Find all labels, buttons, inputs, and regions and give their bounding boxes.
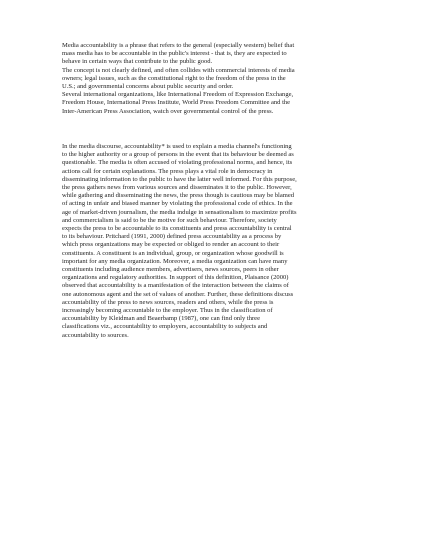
body-text-line: accountability of the press to news sources, readers and others, while the press is [62,298,274,306]
body-text-line: accountability by Kleidman and Beaerbamp (1987), one can find only three [62,315,260,323]
intro-text-line: The concept is not clearly defined, and often collides with commercial interests of media [62,66,295,74]
intro-text-line: Media accountability is a phrase that refers to the general (especially western) belief that [62,42,295,49]
body-text-line: expects the press to be accountable to its constituents and press accountability is central [62,225,292,233]
body-text-line: and commercialism is said to be the motive for such behaviour. Therefore, society [62,216,277,224]
body-text-line: increasingly becoming accountable to the employer. Thus in the classification of [62,307,273,315]
intro-text-line: U.S.; and governmental concerns about public security and order. [62,83,234,91]
body-text-line: accountability to sources. [62,331,129,339]
body-text-line: which press organizations may be expected or obliged to render an account to their [62,241,280,249]
body-text-line: actions call for certain explanations. The press plays a vital role in democracy in [62,167,273,175]
intro-text-line: owners; legal issues, such as the constitutional right to the freedom of the press in the [62,74,286,82]
intro-text-line: Several international organizations, like International Freedom of Expression Exchange, [62,91,294,99]
body-text-line: organizations and regulatory authorities. In support of this definition, Plaisance (2000) [62,274,289,282]
body-text-line: constituents. A constituent is an individual, group, or organization whose goodwill is [62,249,284,257]
intro-text-line: behave in certain ways that contribute to the public good. [62,58,213,66]
body-text-line: to its behaviour. Pritchard (1991, 2000) defined press accountability as a process by [62,233,282,241]
body-text-line: one autonomous agent and the set of values of another. Further, these definitions discuss [62,290,294,298]
body-text-line: constituents including audience members, advertisers, news sources, peers in other [62,266,279,274]
body-text-line: to the higher authority or a group of persons in the event that its behaviour be deemed as [62,151,294,159]
body-text-line: disseminating information to the public to have the latter well informed. For this purpose, [62,175,297,183]
body-text-line: of acting in unfair and biased manner by violating the professional code of ethics. In the [62,200,293,208]
body-text-line: important for any media organization. Moreover, a media organization can have many [62,257,288,265]
intro-text-line: Freedom House, International Press Institute, World Press Freedom Committee and the [62,99,291,107]
intro-text-line: mass media has to be accountable in the public's interest - that is, they are expected to [62,50,287,58]
body-text-line: questionable. The media is often accused of violating professional norms, and hence, its [62,159,293,167]
intro-text-line: Inter-American Press Association, watch over governmental control of the press. [62,107,274,115]
intro-paragraphs [62,42,382,116]
body-text-line: classifications viz., accountability to employers, accountability to subjects and [62,323,268,331]
body-text-line: while gathering and disseminating the news, the press though is cautious may be blamed [62,192,295,200]
body-text-line: observed that accountability is a manifestation of the interaction between the claims of [62,282,289,290]
body-text-line: age of market-driven journalism, the media indulge in sensationalism to maximize profits [62,208,297,216]
body-text-line: the press gathers news from various sources and disseminates it to the public. However, [62,184,292,192]
body-text-line: In the media discourse, accountability* is used to explain a media channel's functioning [62,143,292,150]
body-paragraph [62,143,382,340]
